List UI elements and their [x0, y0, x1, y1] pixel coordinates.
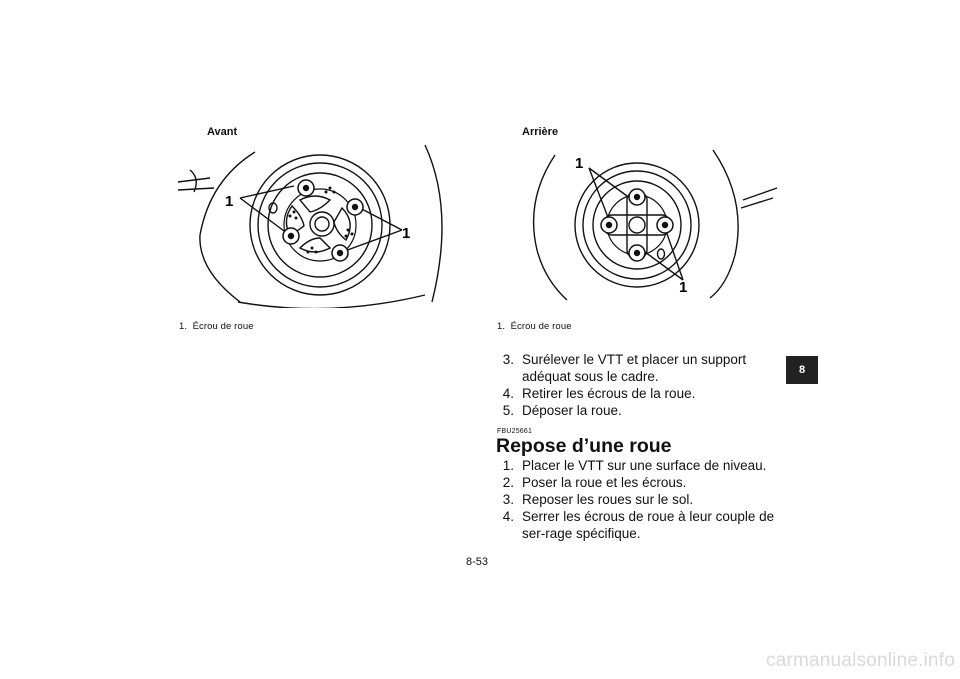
- step-text: Retirer les écrous de la roue.: [522, 386, 696, 401]
- step-text: Serrer les écrous de roue à leur couple de ser-rage spécifique.: [522, 509, 775, 541]
- front-caption-text: Écrou de roue: [192, 321, 254, 332]
- step-number: 2.: [502, 475, 514, 490]
- section-code: FBU25661: [497, 428, 533, 435]
- step-text: Reposer les roues sur le sol.: [522, 492, 694, 507]
- list-item: [496, 457, 790, 474]
- rear-caption-text: Écrou de roue: [510, 321, 572, 332]
- step-number: 5.: [502, 403, 514, 418]
- step-text: Placer le VTT sur une surface de niveau.: [522, 458, 767, 473]
- step-text: Surélever le VTT et placer un support adéquat sous le cadre.: [522, 352, 747, 384]
- rear-callout-bottom: 1: [679, 279, 688, 296]
- front-callout-left: 1: [225, 193, 234, 210]
- list-item: [496, 402, 790, 419]
- install-steps-list: [496, 457, 790, 542]
- rear-figure-caption: [497, 321, 572, 332]
- removal-steps-list: [496, 351, 790, 419]
- step-number: 4.: [502, 509, 514, 524]
- list-item: [496, 508, 790, 542]
- front-figure-caption: [179, 321, 254, 332]
- footer-watermark: carmanualsonline.info: [766, 650, 956, 671]
- step-text: Déposer la roue.: [522, 403, 622, 418]
- step-number: 1.: [502, 458, 514, 473]
- list-item: [496, 491, 790, 508]
- rear-figure-title: Arrière: [522, 126, 559, 138]
- front-figure-title: Avant: [207, 126, 238, 138]
- chapter-tab[interactable]: 8: [786, 356, 818, 384]
- rear-wheel-illustration: [515, 140, 780, 308]
- front-wheel-illustration: [170, 140, 455, 308]
- rear-caption-number: 1.: [497, 321, 506, 332]
- step-number: 3.: [502, 492, 514, 507]
- list-item: [496, 351, 790, 385]
- front-caption-number: 1.: [179, 321, 188, 332]
- page-number: 8-53: [466, 556, 489, 568]
- step-number: 3.: [502, 352, 514, 367]
- rear-callout-top: 1: [575, 155, 584, 172]
- front-callout-right: 1: [402, 225, 411, 242]
- step-number: 4.: [502, 386, 514, 401]
- step-text: Poser la roue et les écrous.: [522, 475, 687, 490]
- section-heading: Repose d’une roue: [496, 435, 672, 457]
- list-item: [496, 474, 790, 491]
- list-item: [496, 385, 790, 402]
